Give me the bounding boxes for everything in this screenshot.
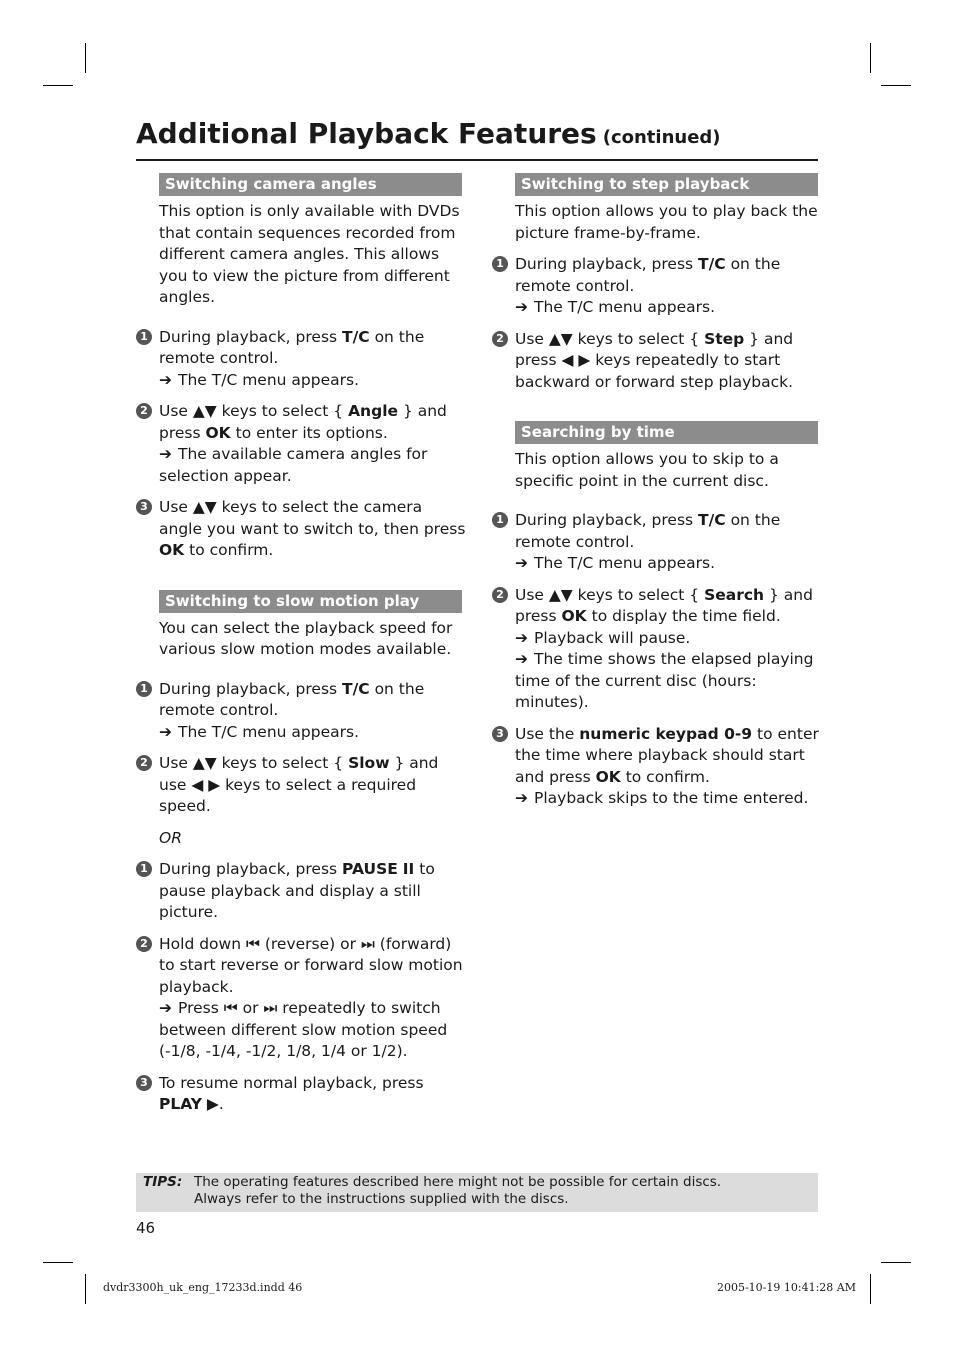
step-text: keys to select { [216,754,349,772]
tips-line: The operating features described here might not be possible for certain discs. [194,1174,722,1190]
step-item [136,679,466,744]
section-header-slow-motion: Switching to slow motion play [159,590,462,613]
step-item [136,934,466,1063]
step-text: To resume normal playback, press [159,1073,424,1092]
step-number: 2 [136,936,152,952]
step-item [136,401,466,487]
step-item [136,1073,466,1116]
step-text: on the remote control. [159,679,425,719]
step-text: on the remote control. [159,327,425,367]
left-column [136,173,466,1116]
step-number: 1 [492,256,508,272]
crop-mark [85,1274,86,1304]
up-down-icon: ▲▼ [548,329,573,348]
arrow-icon: ➔ [515,554,528,572]
play-icon: ▶ [206,1095,219,1113]
step-text: keys to select the camera angle you want to switch to, then press [159,498,466,538]
step-text: } and press [159,402,447,442]
step-result: The T/C menu appears. [534,554,715,572]
step-number: 1 [136,681,152,697]
next-icon: ⏭ [263,999,278,1017]
step-text: to enter the time where playback should start and press [515,724,819,786]
step-text: to pause playback and display a still picture. [159,860,435,921]
step-number: 2 [136,403,152,419]
key-name: numeric keypad 0-9 [579,724,753,743]
menu-option: Angle [348,402,399,420]
step-item [136,753,466,818]
step-result: The time shows the elapsed playing time of the current disc (hours: minutes). [515,650,814,711]
step-text: } and use [159,754,439,794]
step-number: 3 [136,499,152,515]
footer-timestamp: 2005-10-19 10:41:28 AM [716,1281,856,1294]
step-text: to enter its options. [230,423,388,442]
crop-mark [870,1274,871,1304]
section-intro: This option allows you to play back the picture frame-by-frame. [515,202,818,242]
step-text: Use [515,585,549,604]
step-number: 1 [136,329,152,345]
step-number: 2 [492,587,508,603]
key-name: T/C [698,255,726,273]
step-text: keys to select { [572,329,705,348]
step-text: Use the [515,724,580,743]
left-right-icon: ◀ ▶ [191,775,221,794]
previous-icon: ⏮ [223,999,238,1017]
step-item [136,497,466,562]
arrow-icon: ➔ [515,789,528,807]
step-number: 3 [136,1075,152,1091]
arrow-icon: ➔ [159,722,172,741]
step-result: The T/C menu appears. [178,370,359,389]
step-result: Press [178,999,224,1017]
step-item [136,327,466,392]
step-text: on the remote control. [515,255,781,295]
step-result: repeatedly to switch between different slow motion speed (-1/8, -1/4, -1/2, 1/8, 1/4 or 1/2). [159,999,448,1060]
step-text: During playback, press [515,255,699,273]
step-text: During playback, press [159,860,343,878]
step-number: 3 [492,726,508,742]
up-down-icon: ▲▼ [192,498,217,516]
step-item [492,724,822,810]
step-text: to confirm. [620,767,710,786]
key-name: OK [205,423,231,442]
menu-option: Slow [348,754,390,772]
step-item [492,510,822,575]
up-down-icon: ▲▼ [548,585,573,604]
crop-mark [881,1262,911,1263]
crop-mark [85,43,86,73]
crop-mark [870,43,871,73]
step-text: keys repeatedly to start backward or forward step playback. [515,351,794,391]
tips-line: Always refer to the instructions supplied with the discs. [194,1191,569,1207]
step-text: to display the time field. [586,607,781,625]
key-name: OK [159,541,185,559]
step-item [136,859,466,924]
key-name: T/C [342,327,370,346]
step-number: 1 [136,861,152,877]
section-header-step-playback: Switching to step playback [515,173,818,196]
left-right-icon: ◀ ▶ [561,351,591,369]
section-intro: This option allows you to skip to a specific point in the current disc. [515,450,779,490]
or-separator: OR [159,828,182,847]
step-result: The T/C menu appears. [178,722,359,741]
title-text: Additional Playback Features [136,117,597,150]
step-result: Playback skips to the time entered. [534,789,809,807]
step-text: During playback, press [515,511,699,529]
step-result: Playback will pause. [534,628,691,647]
tips-label: TIPS: [143,1174,183,1190]
step-text: (forward) to start reverse or forward slow motion playback. [159,934,463,996]
title-suffix: (continued) [602,127,721,148]
key-name: PLAY [159,1095,202,1113]
right-column [492,173,822,810]
step-number: 2 [136,755,152,771]
up-down-icon: ▲▼ [192,754,217,772]
step-text: keys to select a required speed. [159,775,417,815]
step-item [492,329,822,394]
page-title [136,114,818,161]
step-item [492,254,822,319]
step-text: } and press [515,329,794,369]
step-text: Use [159,498,193,516]
arrow-icon: ➔ [515,628,528,647]
next-icon: ⏭ [360,934,375,953]
key-name: T/C [698,511,726,529]
key-name: T/C [342,679,370,698]
section-intro: You can select the playback speed for various slow motion modes available. [159,618,453,658]
menu-option: Step [704,329,745,348]
step-number: 2 [492,331,508,347]
arrow-icon: ➔ [515,650,528,668]
key-name: PAUSE [342,860,398,878]
step-text: keys to select { [572,585,705,604]
section-header-camera-angles: Switching camera angles [159,173,462,196]
step-text: to confirm. [184,541,274,559]
step-text: Use [515,329,549,348]
page-number: 46 [136,1219,156,1237]
step-text: } and press [515,585,813,625]
arrow-icon: ➔ [159,370,172,389]
arrow-icon: ➔ [159,445,172,463]
step-text: Hold down [159,934,246,953]
key-name: OK [561,607,587,625]
step-text: During playback, press [159,679,343,698]
step-text: (reverse) or [259,934,361,953]
step-text: Use [159,754,193,772]
previous-icon: ⏮ [245,934,260,953]
section-intro: This option is only available with DVDs that contain sequences recorded from different camera angles. This allows you to view the picture from different angles. [159,202,460,306]
crop-mark [43,85,73,86]
step-number: 1 [492,512,508,528]
crop-mark [881,85,911,86]
arrow-icon: ➔ [159,999,172,1017]
step-result: The available camera angles for selection appear. [159,445,428,485]
up-down-icon: ▲▼ [192,402,217,420]
menu-option: Search [704,585,765,604]
key-name: OK [595,767,621,786]
step-text: Use [159,402,193,420]
tips-box [136,1173,818,1212]
step-result: or [237,999,264,1017]
arrow-icon: ➔ [515,298,528,316]
step-text: on the remote control. [515,511,781,551]
footer-filename: dvdr3300h_uk_eng_17233d.indd 46 [103,1281,303,1294]
crop-mark [43,1262,73,1263]
pause-icon: II [402,860,415,878]
step-text: . [218,1095,224,1113]
step-item [492,585,822,714]
step-text: keys to select { [216,402,349,420]
section-header-search-by-time: Searching by time [515,421,818,444]
step-text: During playback, press [159,327,343,346]
step-result: The T/C menu appears. [534,298,715,316]
